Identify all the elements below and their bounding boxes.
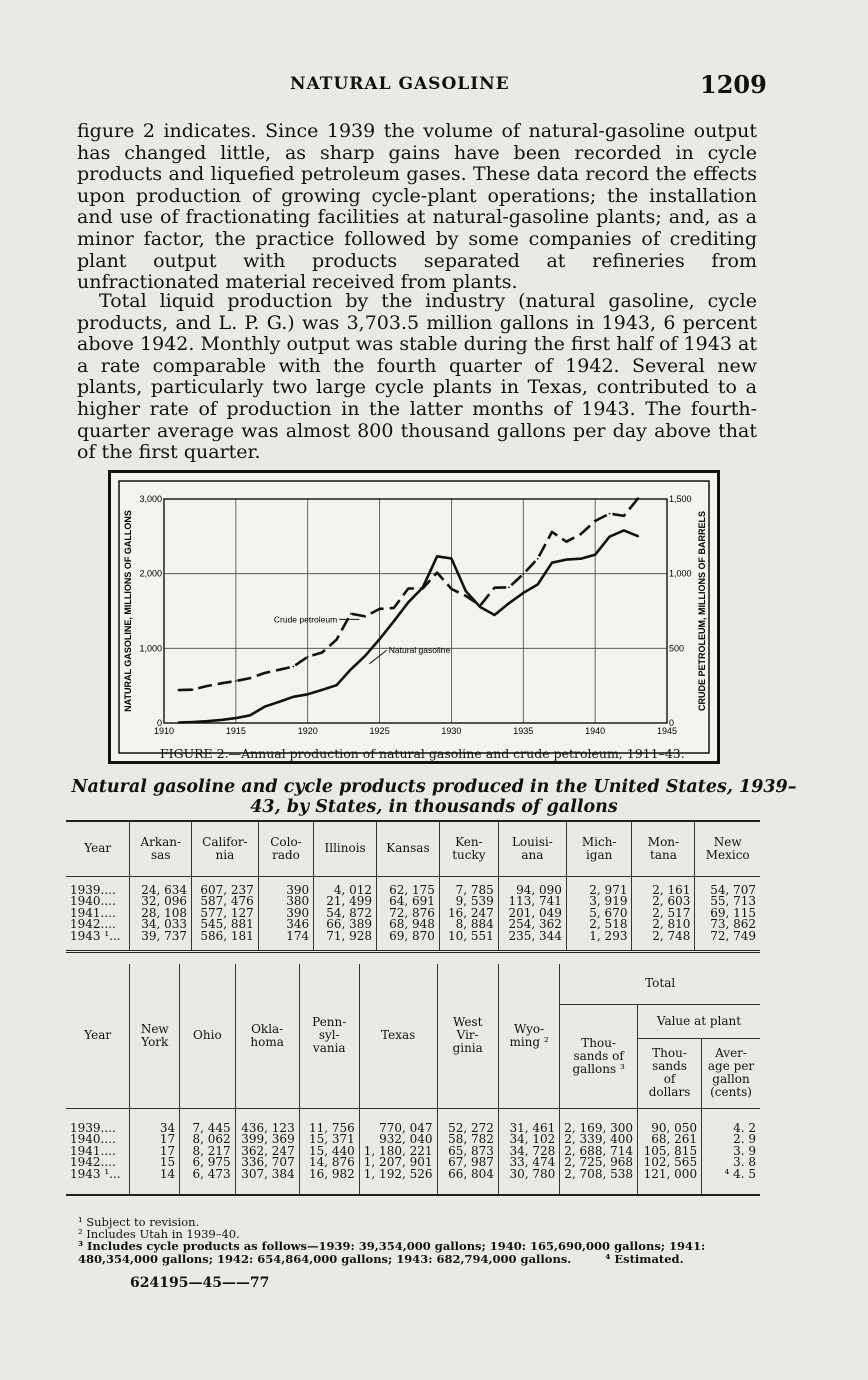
table2-value-cell: 34, 728	[498, 1146, 559, 1158]
natural-gasoline-point	[321, 689, 323, 691]
table1-value-cell: 32, 096	[130, 896, 192, 908]
table1-value-cell: 68, 948	[377, 919, 440, 931]
crude-petroleum-point	[393, 607, 395, 609]
table1-value-cell: 3, 919	[566, 896, 632, 908]
natural-gasoline-point	[451, 558, 453, 560]
natural-gasoline-point	[307, 693, 309, 695]
table2-value-cell: 399, 369	[235, 1134, 299, 1146]
y-right-tick-label: 1,000	[669, 568, 692, 579]
production-table-part-1	[66, 820, 760, 953]
table1-header-cell: New Mexico	[705, 834, 750, 862]
table1-value-cell: 586, 181	[192, 931, 259, 943]
paragraph-text: Total liquid production by the industry (natural gasoline, cycle products, and L. P. G.) was 3,703.5 million gallons in 1943, 6 percent above 1942. Monthly output was stable during the first half of 1943 at a rate comparable with the fourth quarter of 1942. Several new plants, particularly two large cycle plants in Texas, contributed to a higher rate of production in the latter months of 1943. The fourth-quarter average was almost 800 thousand gallons per day above that of the first quarter.	[77, 290, 757, 464]
footnote-1: ¹ Subject to revision.	[78, 1215, 200, 1229]
table2-value-cell: 11, 756	[299, 1123, 359, 1135]
natural-gasoline-point	[192, 721, 194, 723]
table2-value-cell: 4. 2	[733, 1120, 756, 1135]
crude-petroleum-point	[623, 515, 625, 517]
table1-value-cell: 174	[258, 931, 313, 943]
crude-petroleum-point	[479, 605, 481, 607]
y-left-axis-label: NATURAL GASOLINE, MILLIONS OF GALLONS	[123, 510, 133, 712]
col-pennsylvania: Penn- syl- vania	[299, 964, 359, 1108]
table1-year-cell: 1940....	[66, 896, 130, 908]
natural-gasoline-point	[609, 536, 611, 538]
table1-value-cell: 380	[258, 896, 313, 908]
x-tick-label: 1920	[297, 726, 318, 736]
table2-value-cell: 105, 815	[637, 1146, 701, 1158]
natural-gasoline-point	[350, 668, 352, 670]
y-right-axis-label: CRUDE PETROLEUM, MILLIONS OF BARRELS	[697, 511, 707, 711]
natural-gasoline-annotation: Natural gasoline	[388, 645, 451, 656]
col-avg-cents: Aver- age per gallon (cents)	[707, 1046, 755, 1099]
table1-value-cell: 2, 518	[566, 919, 632, 931]
crude-petroleum-point	[494, 587, 496, 589]
table1-value-cell: 2, 603	[632, 896, 695, 908]
table2-value-cell: 2, 688, 714	[560, 1146, 638, 1158]
table1-value-cell: 587, 476	[192, 896, 259, 908]
y-left-tick-label: 1,000	[139, 643, 162, 654]
crude-petroleum-point	[594, 520, 596, 522]
table1-value-cell: 390	[258, 908, 313, 920]
table1-year-cell: 1942....	[66, 919, 130, 931]
crude-petroleum-point	[537, 558, 539, 560]
crude-petroleum-point	[235, 680, 237, 682]
table2-value-cell: 436, 123	[235, 1123, 299, 1135]
plot-area-border	[164, 499, 667, 723]
natural-gasoline-point	[580, 558, 582, 560]
table1-value-cell: 201, 049	[498, 908, 566, 920]
col-year: Year	[66, 964, 130, 1108]
natural-gasoline-point	[177, 722, 179, 724]
table2-value-cell: 66, 804	[437, 1169, 498, 1181]
table1-value-cell: 94, 090	[498, 885, 566, 897]
x-tick-label: 1940	[585, 726, 606, 736]
natural-gasoline-point	[364, 655, 366, 657]
table2-value-cell: 307, 384	[235, 1169, 299, 1181]
table1-value-cell: 71, 928	[314, 931, 377, 943]
x-tick-label: 1910	[153, 726, 175, 736]
table2-value-cell: 2, 169, 300	[560, 1123, 638, 1135]
table1-value-cell: 607, 237	[192, 885, 259, 897]
y-left-tick-label: 0	[156, 718, 162, 728]
table1-value-cell: 72, 749	[710, 928, 756, 943]
table2-value-cell: 8, 062	[180, 1134, 235, 1146]
table1-header-cell: Mon- tana	[632, 821, 695, 876]
crude-petroleum-point	[522, 573, 524, 575]
col-texas: Texas	[359, 964, 437, 1108]
y-right-tick-label: 0	[669, 718, 675, 728]
table1-value-cell: 54, 707	[710, 882, 756, 897]
crude-petroleum-series-line	[178, 498, 638, 690]
table1-header-cell: Louisi- ana	[498, 821, 566, 876]
table2-value-cell: 16, 982	[299, 1169, 359, 1181]
natural-gasoline-point	[278, 701, 280, 703]
natural-gasoline-point	[393, 620, 395, 622]
natural-gasoline-point	[537, 584, 539, 586]
table2-value-cell: 3. 9	[733, 1143, 756, 1158]
table1-value-cell: 2, 971	[566, 885, 632, 897]
natural-gasoline-point	[494, 614, 496, 616]
table2-value-cell: 336, 707	[235, 1157, 299, 1169]
y-left-tick-label: 3,000	[139, 494, 162, 504]
table1-header-cell: Arkan- sas	[130, 821, 192, 876]
table1-year-cell: 1943 ¹...	[66, 931, 130, 943]
natural-gasoline-point	[551, 562, 553, 564]
table1-row	[66, 931, 760, 943]
crude-petroleum-point	[177, 689, 179, 691]
natural-gasoline-point	[336, 684, 338, 686]
chart-axes	[119, 481, 709, 753]
crude-petroleum-point	[451, 588, 453, 590]
natural-gasoline-point	[292, 696, 294, 698]
table2-value-cell: 15, 371	[299, 1134, 359, 1146]
table2-value-cell: 30, 780	[498, 1169, 559, 1181]
table2-value-cell: 34, 102	[498, 1134, 559, 1146]
table2-value-cell: 3. 8	[733, 1155, 756, 1170]
table2-value-cell: 6, 473	[180, 1169, 235, 1181]
table2-year-cell: 1942....	[66, 1157, 130, 1169]
col-wyoming: Wyo- ming ²	[498, 964, 559, 1108]
table1-value-cell: 390	[258, 885, 313, 897]
crude-petroleum-point	[307, 656, 309, 658]
natural-gasoline-point	[221, 719, 223, 721]
crude-petroleum-point	[422, 588, 424, 590]
table1-value-cell: 28, 108	[130, 908, 192, 920]
table1-value-cell: 73, 862	[710, 917, 756, 932]
crude-petroleum-point	[465, 595, 467, 597]
figure-caption: FIGURE 2.—Annual production of natural gasoline and crude petroleum, 1911–43.	[160, 746, 685, 761]
natural-gasoline-point	[508, 602, 510, 604]
natural-gasoline-point	[465, 590, 467, 592]
table1-value-cell: 69, 115	[710, 905, 756, 920]
natural-gasoline-series-line	[178, 530, 638, 722]
table2-value-cell: 58, 782	[437, 1134, 498, 1146]
table1-value-cell: 2, 810	[632, 919, 695, 931]
table2-value-cell: 65, 873	[437, 1146, 498, 1158]
crude-petroleum-point	[364, 615, 366, 617]
y-right-tick-label: 500	[669, 643, 685, 654]
natural-gasoline-point	[637, 535, 639, 537]
table2-year-cell: 1943 ¹...	[66, 1169, 130, 1181]
table1-value-cell: 16, 247	[439, 908, 498, 920]
natural-gasoline-point	[249, 714, 251, 716]
chart-series	[177, 497, 639, 723]
table1-value-cell: 66, 389	[314, 919, 377, 931]
table1-year-cell: 1941....	[66, 908, 130, 920]
crude-petroleum-point	[566, 541, 568, 543]
y-left-tick-label: 2,000	[139, 568, 162, 579]
table1-value-cell: 72, 876	[377, 908, 440, 920]
table1-value-cell: 113, 741	[498, 896, 566, 908]
crude-petroleum-point	[292, 666, 294, 668]
table2-value-cell: 6, 975	[180, 1157, 235, 1169]
footer-print-code: 624195—45——77	[130, 1275, 270, 1291]
col-west-virginia: West Vir- ginia	[437, 964, 498, 1108]
crude-petroleum-point	[609, 513, 611, 515]
crude-petroleum-annotation: Crude petroleum	[273, 614, 338, 625]
crude-petroleum-point	[350, 613, 352, 615]
table2-year-cell: 1939....	[66, 1123, 130, 1135]
table2-value-cell: 68, 261	[637, 1134, 701, 1146]
table2-value-cell: 31, 461	[498, 1123, 559, 1135]
x-tick-label: 1945	[656, 726, 678, 736]
footnote-3	[78, 1240, 762, 1265]
table2-value-cell: 362, 247	[235, 1146, 299, 1158]
table1-value-cell: 8, 884	[439, 919, 498, 931]
crude-petroleum-point	[508, 587, 510, 589]
table2-value-cell: 2, 708, 538	[560, 1169, 638, 1181]
running-head-title: NATURAL GASOLINE	[290, 74, 510, 94]
table1-value-cell: 5, 670	[566, 908, 632, 920]
crude-petroleum-point	[249, 677, 251, 679]
x-tick-label: 1925	[369, 726, 390, 736]
crude-petroleum-point	[206, 685, 208, 687]
production-table-part-2	[66, 964, 760, 1196]
table2-value-cell: 932, 040	[359, 1134, 437, 1146]
table1-value-cell: 7, 785	[439, 885, 498, 897]
crude-petroleum-point	[436, 572, 438, 574]
table2-year-cell: 1940....	[66, 1134, 130, 1146]
natural-gasoline-point	[235, 717, 237, 719]
footnote-2: ² Includes Utah in 1939–40.	[78, 1227, 240, 1241]
table1-value-cell: 1, 293	[566, 931, 632, 943]
chart-text	[123, 494, 707, 736]
table2-value-cell: ⁴ 4. 5	[724, 1166, 756, 1181]
table1-value-cell: 64, 691	[377, 896, 440, 908]
natural-gasoline-point	[566, 559, 568, 561]
footnote-3-text: ³ Includes cycle products as follows—1939: 39,354,000 gallons; 1940: 165,690,000 gallons; 1941: 480,354,000 gallons; 1942: 654,864,000 gallons; 1943: 682,794,000 gallons.	[78, 1239, 706, 1266]
table2-value-cell: 14, 876	[299, 1157, 359, 1169]
natural-gasoline-point	[264, 706, 266, 708]
natural-gasoline-point	[379, 638, 381, 640]
crude-petroleum-point	[336, 639, 338, 641]
crude-petroleum-point	[278, 669, 280, 671]
table2-value-cell: 770, 047	[359, 1123, 437, 1135]
natural-gasoline-point	[623, 529, 625, 531]
table1-value-cell: 55, 713	[710, 894, 756, 909]
table2-value-cell: 2. 9	[733, 1132, 756, 1147]
table2-value-cell: 52, 272	[437, 1123, 498, 1135]
table1-header-cell: Year	[66, 821, 130, 876]
footnote-4: ⁴ Estimated.	[605, 1251, 684, 1266]
crude-petroleum-point	[551, 531, 553, 533]
table1-value-cell: 9, 539	[439, 896, 498, 908]
table1-value-cell: 34, 033	[130, 919, 192, 931]
table1-header-cell: Califor- nia	[192, 821, 259, 876]
col-ohio: Ohio	[180, 964, 235, 1108]
table1-value-cell: 254, 362	[498, 919, 566, 931]
table1-value-cell: 69, 870	[377, 931, 440, 943]
col-value-dollars: Thou- sands of dollars	[637, 1038, 701, 1108]
table2-value-cell: 17	[130, 1134, 180, 1146]
table1-header-cell: Mich- igan	[566, 821, 632, 876]
crude-petroleum-point	[407, 588, 409, 590]
table1-header-cell: Colo- rado	[258, 821, 313, 876]
table1-header-cell: Illinois	[314, 821, 377, 876]
table1-value-cell: 2, 748	[632, 931, 695, 943]
col-new-york: New York	[130, 964, 180, 1108]
table2-value-cell: 8, 217	[180, 1146, 235, 1158]
natural-gasoline-point	[407, 601, 409, 603]
table1-year-cell: 1939....	[66, 885, 130, 897]
y-right-tick-label: 1,500	[669, 494, 692, 504]
table2-value-cell: 102, 565	[637, 1157, 701, 1169]
table1-value-cell: 54, 872	[314, 908, 377, 920]
crude-petroleum-point	[221, 682, 223, 684]
table2-row	[66, 1169, 760, 1181]
crude-petroleum-point	[192, 689, 194, 691]
figure-2-chart	[108, 470, 720, 764]
natural-gasoline-point	[594, 554, 596, 556]
natural-gasoline-point	[522, 592, 524, 594]
table-title: Natural gasoline and cycle products produced in the United States, 1939–43, by States, in thousands of gallons	[71, 777, 797, 817]
table2-value-cell: 34	[130, 1123, 180, 1135]
table1-header-cell: Ken- tucky	[439, 821, 498, 876]
table2-value-cell: 1, 207, 901	[359, 1157, 437, 1169]
x-tick-label: 1915	[225, 726, 246, 736]
table1-value-cell: 545, 881	[192, 919, 259, 931]
crude-petroleum-point	[321, 652, 323, 654]
body-paragraph-2	[77, 291, 757, 464]
chart-grid	[164, 499, 667, 723]
table2-value-cell: 1, 180, 221	[359, 1146, 437, 1158]
natural-gasoline-point	[436, 555, 438, 557]
table1-value-cell: 2, 517	[632, 908, 695, 920]
chart-svg	[111, 473, 717, 761]
x-tick-label: 1930	[441, 726, 462, 736]
table2-value-cell: 7, 445	[180, 1123, 235, 1135]
col-total: Total	[560, 964, 760, 1004]
table2-value-cell: 1, 192, 526	[359, 1169, 437, 1181]
crude-petroleum-point	[637, 497, 639, 499]
table2-value-cell: 15	[130, 1157, 180, 1169]
table2-value-cell: 14	[130, 1169, 180, 1181]
body-paragraph-1	[77, 121, 757, 294]
x-tick-label: 1935	[513, 726, 534, 736]
table2-value-cell: 121, 000	[637, 1169, 701, 1181]
natural-gasoline-point	[206, 720, 208, 722]
table-header-row	[66, 821, 760, 876]
table2-value-cell: 2, 339, 400	[560, 1134, 638, 1146]
natural-annotation-leader	[370, 650, 387, 664]
crude-petroleum-point	[580, 533, 582, 535]
table1-value-cell: 10, 551	[439, 931, 498, 943]
table1-value-cell: 346	[258, 919, 313, 931]
table2-value-cell: 90, 050	[637, 1123, 701, 1135]
table2-value-cell: 2, 725, 968	[560, 1157, 638, 1169]
table2-value-cell: 17	[130, 1146, 180, 1158]
chart-inner-border	[119, 481, 709, 753]
paragraph-text: figure 2 indicates. Since 1939 the volume of natural-gasoline output has changed little, as sharp gains have been recorded in cycle products and liquefied petroleum gases. These data record the effects upon production of growing cycle-plant operations; the installation and use of fractionating facilities at natural-gasoline plants; and, as a minor factor, the practice followed by some companies of crediting plant output with products separated at refineries from unfractionated material received from plants.	[77, 120, 757, 294]
col-value-at-plant: Value at plant	[637, 1004, 760, 1038]
table1-value-cell: 2, 161	[632, 885, 695, 897]
table1-value-cell: 62, 175	[377, 885, 440, 897]
table1-value-cell: 24, 634	[130, 885, 192, 897]
table2-value-cell: 15, 440	[299, 1146, 359, 1158]
table1-header-cell: Kansas	[377, 821, 440, 876]
page-number: 1209	[700, 70, 767, 99]
table1-value-cell: 577, 127	[192, 908, 259, 920]
table2-value-cell: 67, 987	[437, 1157, 498, 1169]
table2-value-cell: 33, 474	[498, 1157, 559, 1169]
crude-petroleum-point	[264, 672, 266, 674]
running-head	[0, 70, 868, 100]
table1-value-cell: 39, 737	[130, 931, 192, 943]
col-total-gallons: Thou- sands of gallons ³	[560, 1004, 638, 1108]
table2-year-cell: 1941....	[66, 1146, 130, 1158]
col-oklahoma: Okla- homa	[235, 964, 299, 1108]
crude-petroleum-point	[379, 608, 381, 610]
table1-value-cell: 21, 499	[314, 896, 377, 908]
table1-value-cell: 235, 344	[498, 931, 566, 943]
table1-value-cell: 4, 012	[314, 885, 377, 897]
